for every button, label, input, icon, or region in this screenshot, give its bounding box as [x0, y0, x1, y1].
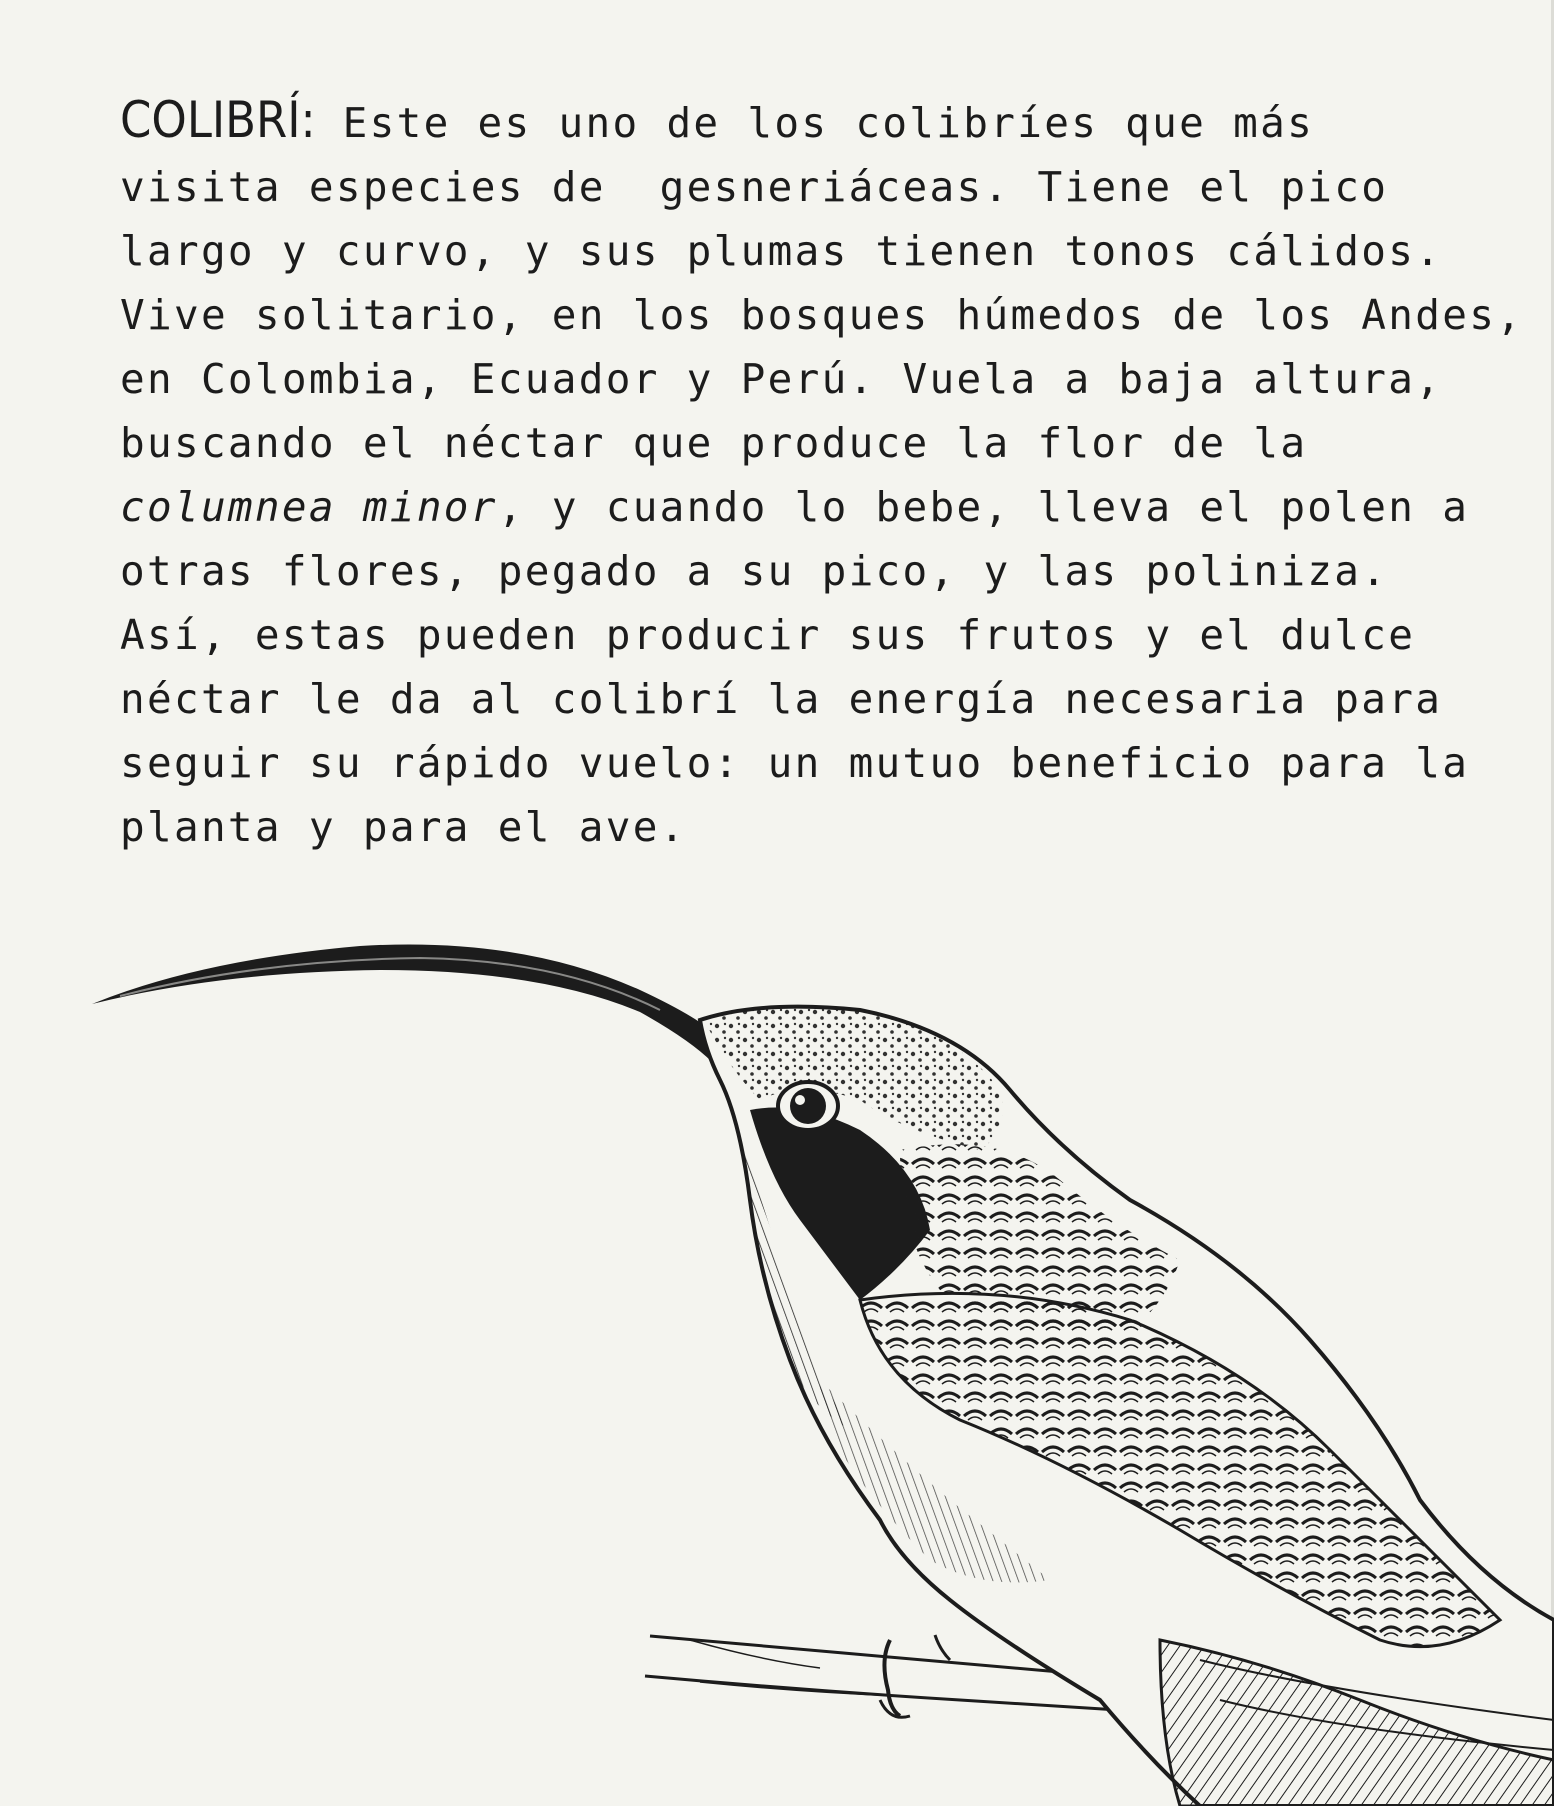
eye — [778, 1082, 838, 1130]
beak — [92, 944, 720, 1062]
text-line-1-rest: Este es uno de los colibríes que más — [315, 99, 1315, 147]
text-line-5: en Colombia, Ecuador y Perú. Vuela a baja altura, — [120, 355, 1443, 403]
text-line-9: Así, estas pueden producir sus frutos y el dulce — [120, 611, 1416, 659]
text-line-3: largo y curvo, y sus plumas tienen tonos cálidos. — [120, 227, 1443, 275]
text-line-1 — [120, 88, 1450, 155]
hummingbird-illustration — [0, 900, 1554, 1806]
text-line-10: néctar le da al colibrí la energía necesaria para — [120, 675, 1443, 723]
species-title: COLIBRÍ: — [120, 91, 316, 149]
description-text — [120, 88, 1524, 859]
text-line-6: buscando el néctar que produce la flor de la — [120, 419, 1308, 467]
text-line-2: visita especies de gesneriáceas. Tiene el pico — [120, 163, 1389, 211]
species-name-italic: columnea minor — [120, 483, 498, 531]
text-line-7 — [120, 475, 1470, 539]
text-line-11: seguir su rápido vuelo: un mutuo beneficio para la — [120, 739, 1470, 787]
text-line-7-rest: , y cuando lo bebe, lleva el polen a — [497, 483, 1470, 531]
text-line-8: otras flores, pegado a su pico, y las poliniza. — [120, 547, 1389, 595]
text-line-12: planta y para el ave. — [120, 803, 687, 851]
feet — [880, 1635, 950, 1717]
text-line-4: Vive solitario, en los bosques húmedos de los Andes, — [120, 291, 1524, 339]
